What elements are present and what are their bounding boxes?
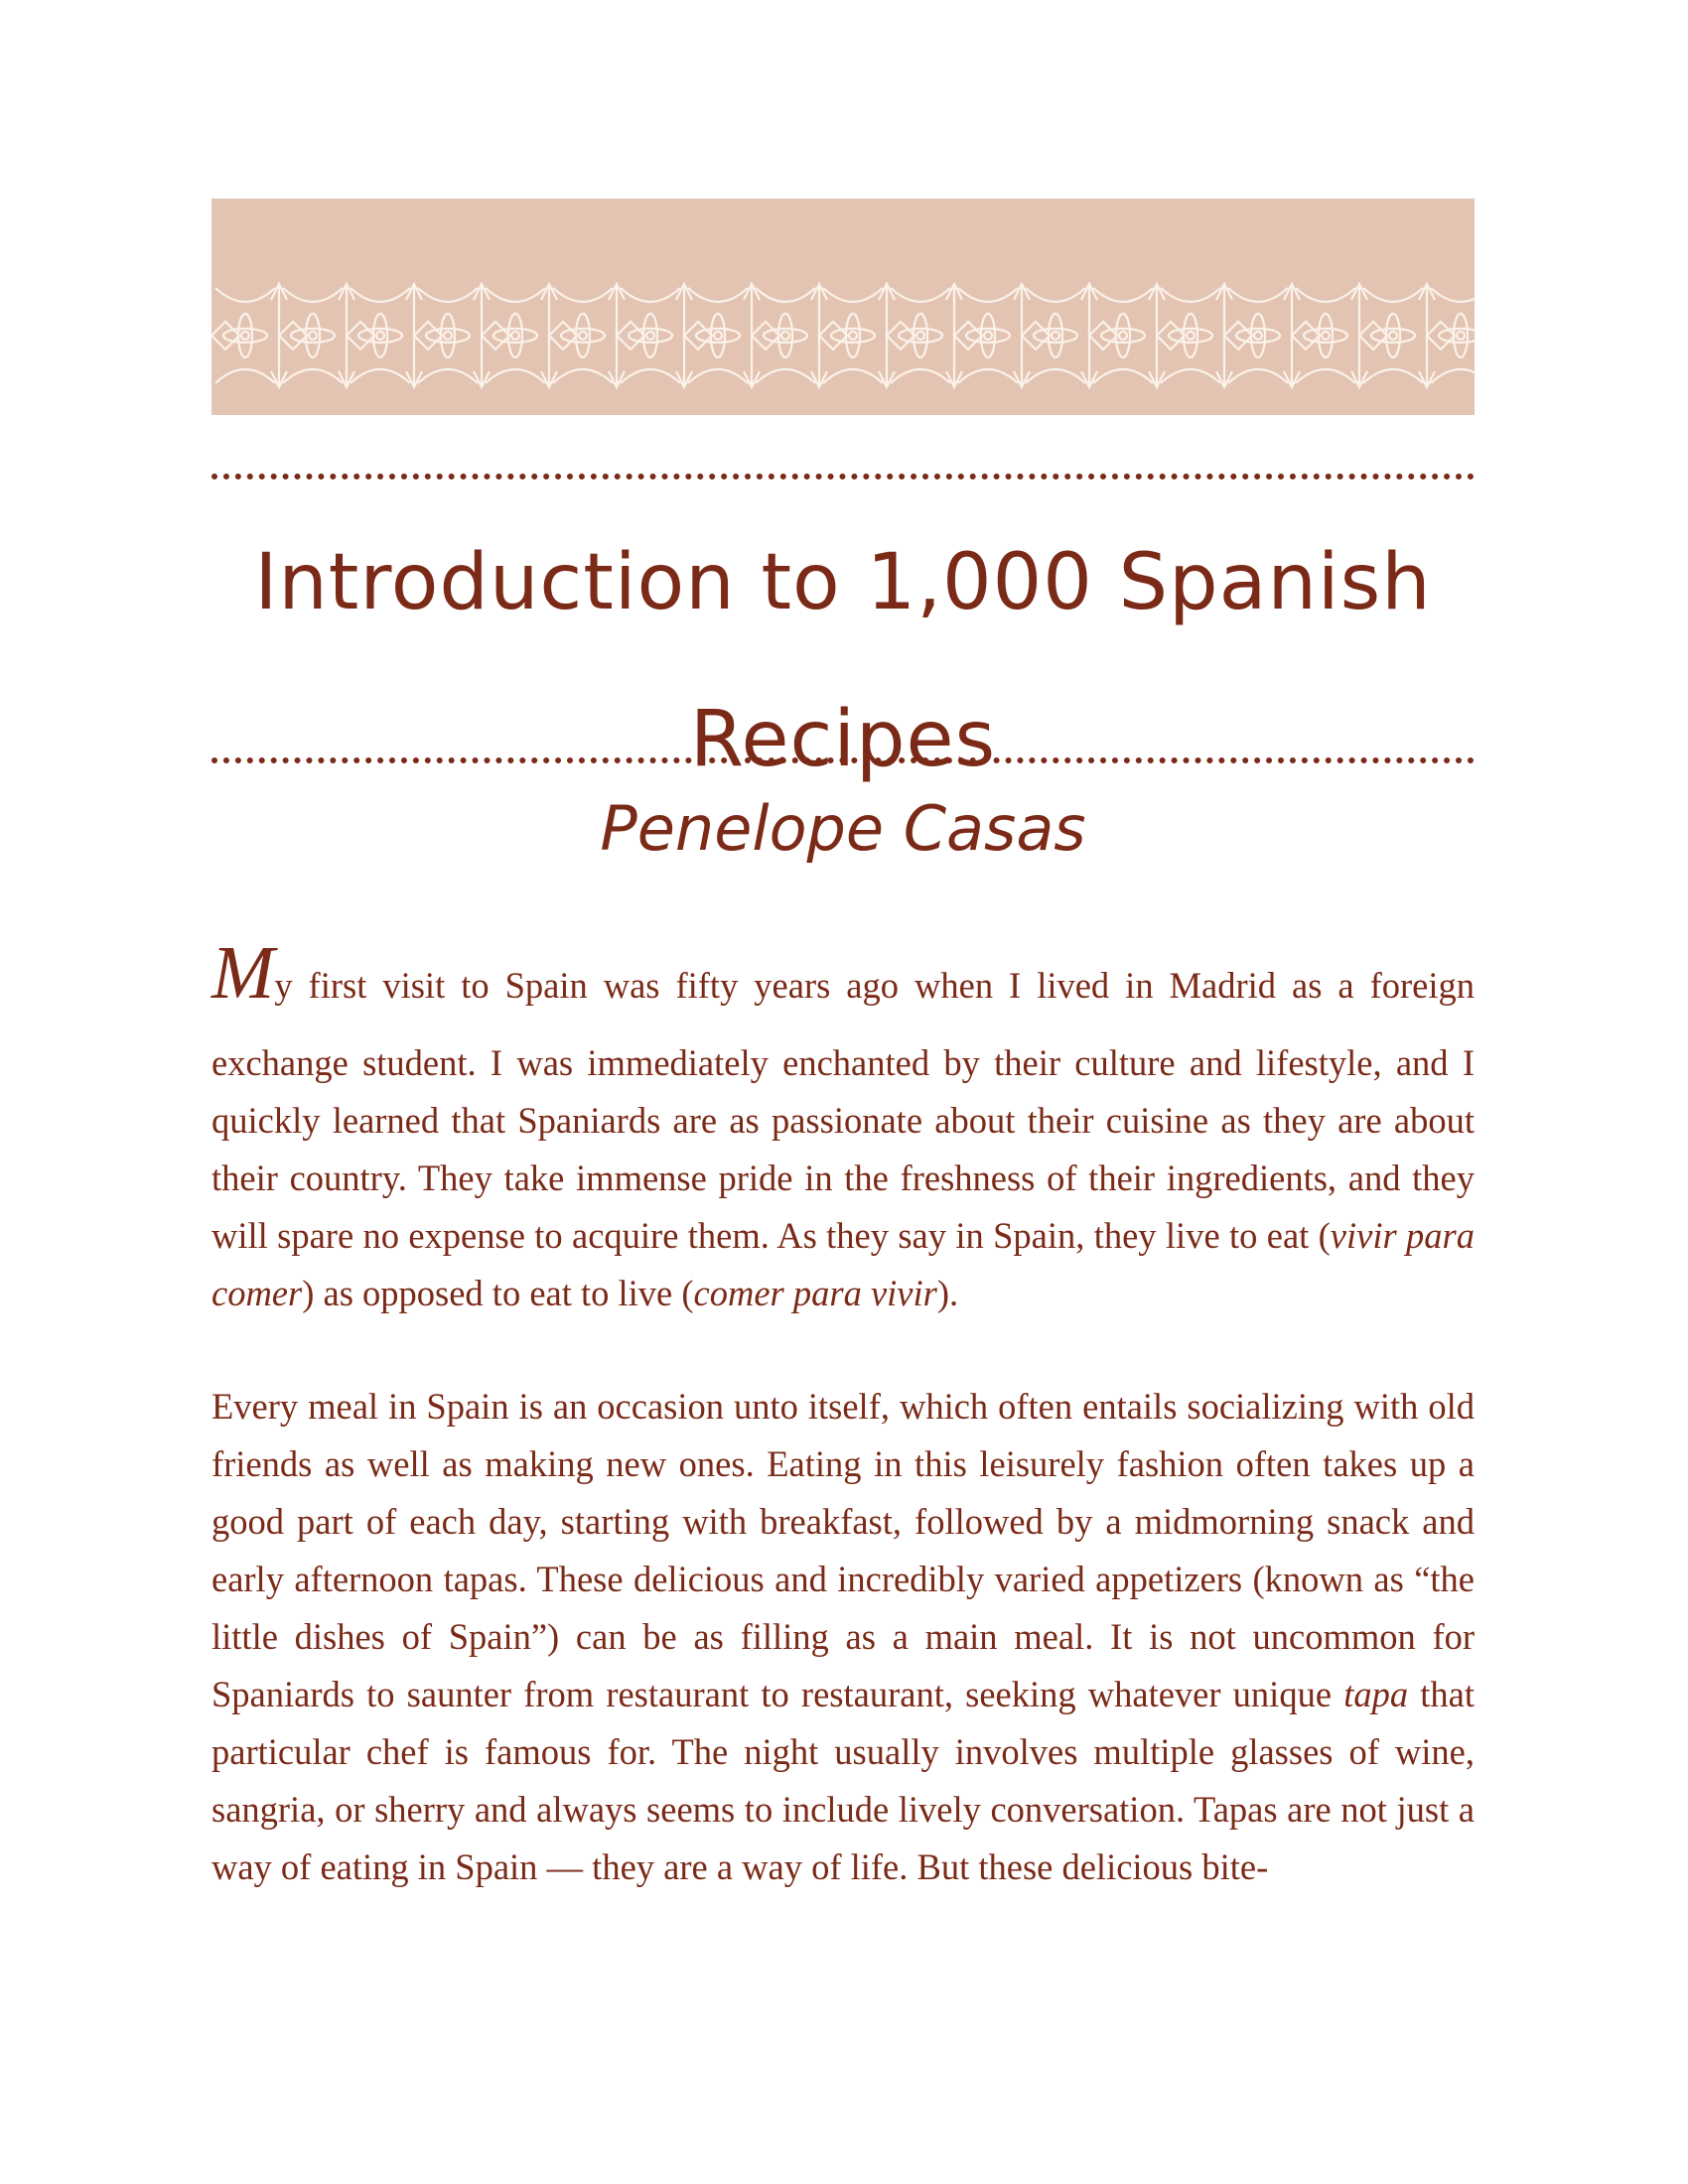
paragraph-1: My first visit to Spain was fifty years ago when I lived in Madrid as a foreign exchange student. I was immediately enchanted by their culture and lifestyle, and I quickly learned that Spaniards are as passionate about their cuisine as they are about their country. They take immense pride in the freshness of their ingredients, and they will spare no expense to acquire them. As they say in Spain, they live to eat (vivir para comer) as opposed to eat to live (comer para vivir).	[211, 931, 1475, 1313]
italic-phrase: vivir para comer	[211, 1215, 1475, 1313]
title-top-divider	[211, 474, 1475, 479]
drop-cap: M	[211, 931, 275, 1015]
italic-word: tapa	[1343, 1674, 1409, 1714]
paragraph-2: Every meal in Spain is an occasion unto itself, which often entails socializing with old friends as well as making new ones. Eating in this leisurely fashion often takes up a good part of each day, starting with breakfast, followed by a midmorning snack and early afternoon tapas. These delicious and incredibly varied appetizers (known as “the little dishes of Spain”) can be as filling as a main meal. It is not uncommon for Spaniards to saunter from restaurant to restaurant, seeking whatever unique tapa that particular chef is famous for. The night usually involves multiple glasses of wine, sangria, or sherry and always seems to include lively conversation. Tapas are not just a way of eating in Spain — they are a way of life. But these delicious bite-	[211, 1386, 1475, 1887]
page-title: Introduction to 1,000 Spanish Recipes	[254, 538, 1432, 784]
first-line: My first visit to Spain was fifty years ago when I lived in Madrid as a foreign	[211, 931, 1475, 1015]
article-body	[211, 931, 1475, 1896]
author-name: Penelope Casas	[600, 792, 1086, 865]
floral-lace-pattern-icon	[211, 276, 1475, 395]
italic-phrase: comer para vivir	[693, 1273, 937, 1313]
title-bottom-divider	[211, 757, 1475, 763]
decorative-banner	[211, 199, 1475, 415]
